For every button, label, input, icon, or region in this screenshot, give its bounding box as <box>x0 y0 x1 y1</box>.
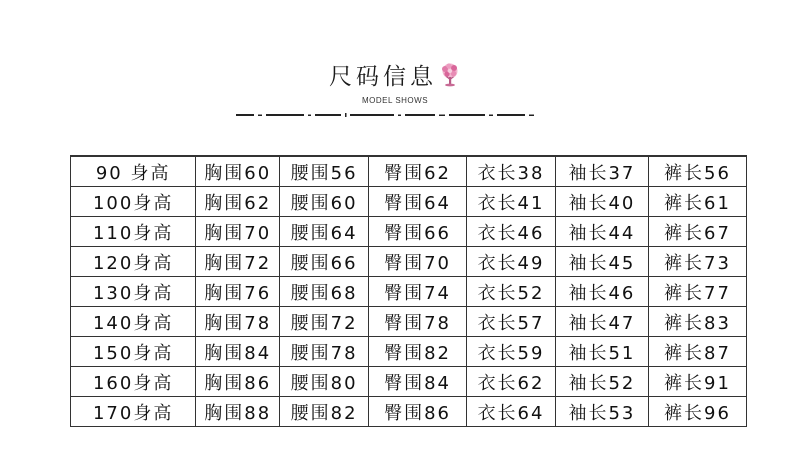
pants-length-cell: 裤长67 <box>648 217 746 247</box>
waist-cell: 腰围72 <box>280 307 369 337</box>
waist-cell: 腰围78 <box>280 337 369 367</box>
height-cell: 110身高 <box>71 217 196 247</box>
height-cell: 90 身高 <box>71 156 196 187</box>
pants-length-cell: 裤长73 <box>648 247 746 277</box>
table-row <box>71 337 747 367</box>
length-cell: 衣长46 <box>467 217 556 247</box>
bust-cell: 胸围62 <box>196 187 280 217</box>
waist-cell: 腰围82 <box>280 397 369 427</box>
pants-length-cell: 裤长83 <box>648 307 746 337</box>
hip-cell: 臀围66 <box>369 217 467 247</box>
hip-cell: 臀围84 <box>369 367 467 397</box>
pants-length-cell: 裤长91 <box>648 367 746 397</box>
page-title: 尺码信息 <box>329 64 437 90</box>
table-row <box>71 307 747 337</box>
sleeve-cell: 袖长45 <box>555 247 648 277</box>
bust-cell: 胸围72 <box>196 247 280 277</box>
bust-cell: 胸围84 <box>196 337 280 367</box>
length-cell: 衣长49 <box>467 247 556 277</box>
height-cell: 140身高 <box>71 307 196 337</box>
height-cell: 100身高 <box>71 187 196 217</box>
header <box>0 58 790 118</box>
waist-cell: 腰围66 <box>280 247 369 277</box>
height-cell: 120身高 <box>71 247 196 277</box>
length-cell: 衣长52 <box>467 277 556 307</box>
height-cell: 130身高 <box>71 277 196 307</box>
pants-length-cell: 裤长96 <box>648 397 746 427</box>
bust-cell: 胸围88 <box>196 397 280 427</box>
title-row <box>0 58 790 91</box>
waist-cell: 腰围68 <box>280 277 369 307</box>
pants-length-cell: 裤长56 <box>648 156 746 187</box>
waist-cell: 腰围60 <box>280 187 369 217</box>
sleeve-cell: 袖长44 <box>555 217 648 247</box>
sleeve-cell: 袖长40 <box>555 187 648 217</box>
hip-cell: 臀围78 <box>369 307 467 337</box>
pants-length-cell: 裤长87 <box>648 337 746 367</box>
hip-cell: 臀围62 <box>369 156 467 187</box>
sleeve-cell: 袖长53 <box>555 397 648 427</box>
pants-length-cell: 裤长61 <box>648 187 746 217</box>
table-row <box>71 156 747 187</box>
hip-cell: 臀围70 <box>369 247 467 277</box>
hip-cell: 臀围74 <box>369 277 467 307</box>
sleeve-cell: 袖长46 <box>555 277 648 307</box>
sleeve-cell: 袖长52 <box>555 367 648 397</box>
sleeve-cell: 袖长37 <box>555 156 648 187</box>
length-cell: 衣长62 <box>467 367 556 397</box>
height-cell: 150身高 <box>71 337 196 367</box>
height-cell: 160身高 <box>71 367 196 397</box>
hip-cell: 臀围64 <box>369 187 467 217</box>
size-table-body <box>71 156 747 427</box>
length-cell: 衣长41 <box>467 187 556 217</box>
hip-cell: 臀围86 <box>369 397 467 427</box>
table-row <box>71 217 747 247</box>
length-cell: 衣长59 <box>467 337 556 367</box>
length-cell: 衣长38 <box>467 156 556 187</box>
sleeve-cell: 袖长47 <box>555 307 648 337</box>
table-row <box>71 277 747 307</box>
table-row <box>71 367 747 397</box>
hip-cell: 臀围82 <box>369 337 467 367</box>
table-row <box>71 247 747 277</box>
bust-cell: 胸围76 <box>196 277 280 307</box>
bust-cell: 胸围86 <box>196 367 280 397</box>
waist-cell: 腰围64 <box>280 217 369 247</box>
waist-cell: 腰围56 <box>280 156 369 187</box>
tree-icon <box>439 62 461 88</box>
table-row <box>71 397 747 427</box>
height-cell: 170身高 <box>71 397 196 427</box>
bust-cell: 胸围70 <box>196 217 280 247</box>
page-subtitle: MODEL SHOWS <box>361 96 429 105</box>
waist-cell: 腰围80 <box>280 367 369 397</box>
length-cell: 衣长57 <box>467 307 556 337</box>
pants-length-cell: 裤长77 <box>648 277 746 307</box>
size-table <box>70 155 747 427</box>
bust-cell: 胸围60 <box>196 156 280 187</box>
sleeve-cell: 袖长51 <box>555 337 648 367</box>
bust-cell: 胸围78 <box>196 307 280 337</box>
divider-line <box>236 112 536 118</box>
table-row <box>71 187 747 217</box>
length-cell: 衣长64 <box>467 397 556 427</box>
